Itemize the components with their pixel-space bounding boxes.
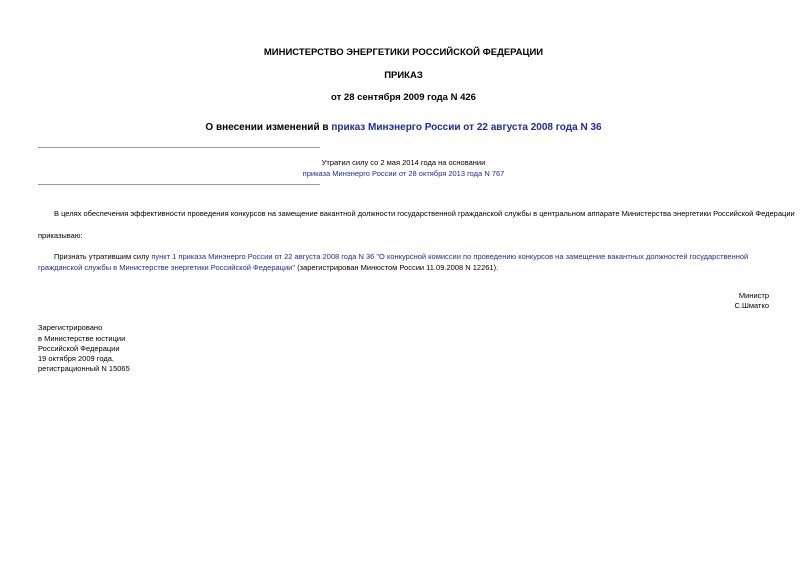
repeal-order-link[interactable]: приказа Минэнерго России от 28 октября 2013 года N 767 [302,169,505,178]
registration-line: в Министерстве юстиции [38,334,126,343]
status-note-text: Утратил силу со 2 мая 2014 года на основании [321,158,486,167]
subject-link[interactable]: приказ Минэнерго России от 22 августа 2008 года N 36 [331,122,602,133]
document-subject [0,122,807,133]
registration-line: Зарегистрировано [38,323,103,332]
signatory-name: С.Шматко [734,301,769,310]
document-type-heading: ПРИКАЗ [384,70,423,81]
main-paragraph-prefix: Признать утратившим силу [54,252,152,261]
status-note-link-line [0,169,807,178]
intro-paragraph: В целях обеспечения эффективности проведения конкурсов на замещение вакантной должности государственной гражданской службы в центральном аппарате Министерства энергетики Российской Федерации [54,209,795,218]
main-paragraph [38,251,776,273]
decree-word: приказываю: [38,231,83,240]
registration-number: регистрационный N 15065 [38,364,130,373]
repealed-clause-link[interactable]: пункт 1 приказа Минэнерго России от 22 августа 2008 года N 36 "О конкурсной комиссии по проведению конкурсов на замещение вакантных должностей государственной гражданской службы в Министерстве энергетики Российской Федерации" [38,252,749,272]
signatory-title: Министр [738,291,769,300]
main-paragraph-suffix: (зарегистрирован Минюстом России 11.09.2008 N 12261). [295,263,499,272]
status-note-bottom-divider [38,184,320,185]
registration-date: 19 октября 2009 года, [38,354,114,363]
subject-prefix: О внесении изменений в [205,122,332,133]
status-note-top-divider [38,147,320,148]
document-date-number: от 28 сентября 2009 года N 426 [331,92,476,103]
registration-line: Российской Федерации [38,344,120,353]
ministry-heading: МИНИСТЕРСТВО ЭНЕРГЕТИКИ РОССИЙСКОЙ ФЕДЕРАЦИИ [263,47,544,58]
